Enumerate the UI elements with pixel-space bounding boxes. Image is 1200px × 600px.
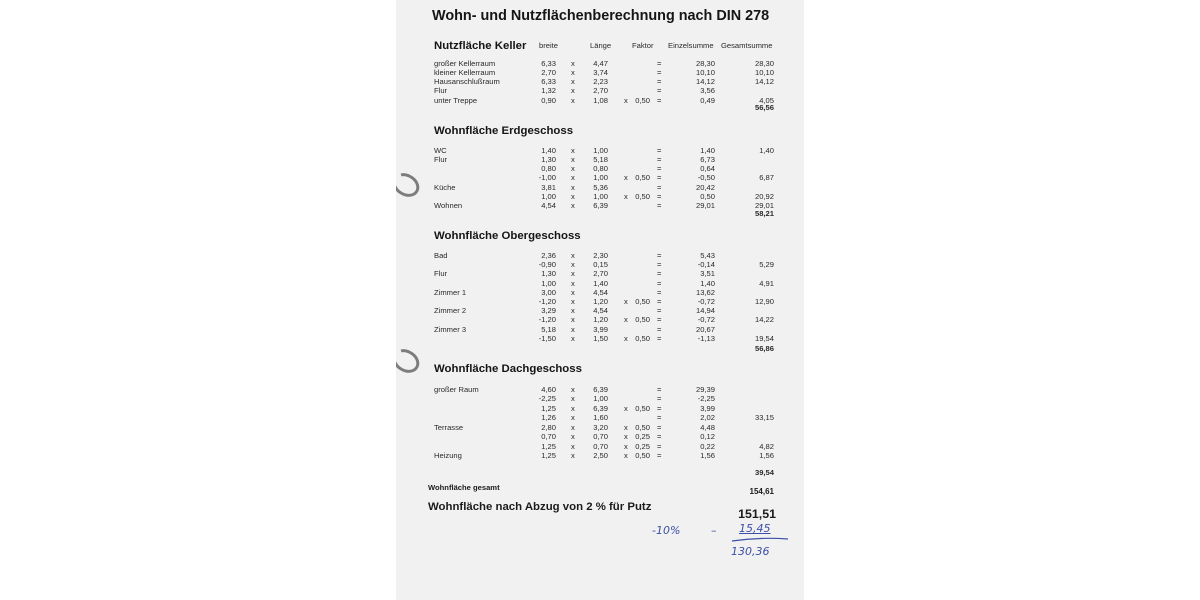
cell-einzel: 13,62 (695, 288, 715, 297)
cell-breite: 1,25 (541, 442, 556, 451)
cell-x1: x (571, 173, 575, 182)
cell-gesamt: 1,56 (759, 451, 774, 460)
cell-laenge: 6,39 (593, 404, 608, 413)
cell-eq: = (657, 413, 662, 422)
cell-laenge: 0,15 (593, 260, 608, 269)
table-row (396, 288, 804, 297)
cell-x1: x (571, 442, 575, 451)
table-row (396, 423, 804, 432)
cell-x1: x (571, 315, 575, 324)
cell-x2: x (624, 297, 628, 306)
cell-breite: 1,30 (541, 269, 556, 278)
cell-x1: x (571, 260, 575, 269)
cell-gesamt: 12,90 (754, 297, 774, 306)
cell-gesamt: 4,82 (759, 442, 774, 451)
cell-breite: 3,00 (541, 288, 556, 297)
cell-x1: x (571, 385, 575, 394)
table-row (396, 59, 804, 68)
section-total: 56,56 (754, 103, 774, 112)
cell-breite: -1,20 (538, 315, 556, 324)
cell-einzel: 2,02 (700, 413, 715, 422)
cell-laenge: 2,70 (593, 86, 608, 95)
cell-breite: 1,32 (541, 86, 556, 95)
cell-breite: 0,70 (541, 432, 556, 441)
cell-gesamt: 6,87 (759, 173, 774, 182)
cell-laenge: 3,99 (593, 325, 608, 334)
section-total: 39,54 (754, 468, 774, 477)
cell-label: Zimmer 3 (434, 325, 467, 334)
column-header-breite: breite (539, 41, 558, 50)
cell-gesamt: 4,05 (759, 96, 774, 105)
cell-x2: x (624, 432, 628, 441)
wohnflaeche-gesamt-value: 154,61 (749, 487, 774, 496)
cell-faktor: 0,50 (635, 96, 650, 105)
cell-x2: x (624, 96, 628, 105)
cell-x2: x (624, 442, 628, 451)
document-page (396, 0, 804, 600)
cell-x2: x (624, 423, 628, 432)
cell-laenge: 2,50 (593, 451, 608, 460)
section-title: Wohnfläche Erdgeschoss (434, 125, 574, 137)
cell-x1: x (571, 334, 575, 343)
cell-x1: x (571, 404, 575, 413)
table-row (396, 385, 804, 394)
cell-eq: = (657, 77, 662, 86)
table-row (396, 183, 804, 192)
section-total-row (396, 209, 804, 218)
cell-eq: = (657, 288, 662, 297)
cell-eq: = (657, 385, 662, 394)
cell-laenge: 5,18 (593, 155, 608, 164)
cell-eq: = (657, 86, 662, 95)
cell-eq: = (657, 432, 662, 441)
cell-einzel: 3,51 (700, 269, 715, 278)
table-row (396, 315, 804, 324)
cell-breite: 1,00 (541, 192, 556, 201)
cell-laenge: 1,60 (593, 413, 608, 422)
cell-eq: = (657, 96, 662, 105)
cell-faktor: 0,50 (635, 173, 650, 182)
cell-laenge: 4,54 (593, 306, 608, 315)
cell-laenge: 2,23 (593, 77, 608, 86)
cell-einzel: -1,13 (697, 334, 715, 343)
cell-x2: x (624, 404, 628, 413)
cell-eq: = (657, 451, 662, 460)
cell-laenge: 1,50 (593, 334, 608, 343)
cell-gesamt: 19,54 (754, 334, 774, 343)
cell-label: großer Kellerraum (434, 59, 496, 68)
section-title: Wohnfläche Obergeschoss (434, 230, 581, 242)
cell-x1: x (571, 146, 575, 155)
cell-eq: = (657, 201, 662, 210)
cell-breite: 0,90 (541, 96, 556, 105)
cell-einzel: 29,01 (695, 201, 715, 210)
cell-x2: x (624, 451, 628, 460)
cell-gesamt: 5,29 (759, 260, 774, 269)
cell-x1: x (571, 183, 575, 192)
cell-einzel: 20,42 (695, 183, 715, 192)
cell-faktor: 0,50 (635, 315, 650, 324)
cell-laenge: 6,39 (593, 385, 608, 394)
cell-label: unter Treppe (434, 96, 478, 105)
cell-laenge: 2,70 (593, 269, 608, 278)
cell-label: WC (434, 146, 447, 155)
cell-eq: = (657, 146, 662, 155)
cell-label: Terrasse (434, 423, 464, 432)
cell-laenge: 1,08 (593, 96, 608, 105)
cell-einzel: 0,64 (700, 164, 715, 173)
cell-laenge: 4,47 (593, 59, 608, 68)
cell-breite: -2,25 (538, 394, 556, 403)
cell-einzel: 6,73 (700, 155, 715, 164)
cell-breite: 1,26 (541, 413, 556, 422)
cell-label: Zimmer 1 (434, 288, 467, 297)
cell-x1: x (571, 68, 575, 77)
section-title: Wohnfläche Dachgeschoss (434, 363, 582, 375)
cell-x1: x (571, 164, 575, 173)
cell-gesamt: 20,92 (754, 192, 774, 201)
cell-label: Heizung (434, 451, 462, 460)
cell-eq: = (657, 68, 662, 77)
cell-eq: = (657, 155, 662, 164)
cell-breite: 3,81 (541, 183, 556, 192)
cell-eq: = (657, 315, 662, 324)
cell-einzel: 0,22 (700, 442, 715, 451)
section-total-row (396, 344, 804, 353)
cell-faktor: 0,25 (635, 442, 650, 451)
column-header-gesamtsumme: Gesamtsumme (721, 41, 773, 50)
cell-einzel: -0,50 (697, 173, 715, 182)
cell-x1: x (571, 279, 575, 288)
cell-eq: = (657, 251, 662, 260)
cell-x1: x (571, 288, 575, 297)
cell-laenge: 0,80 (593, 164, 608, 173)
cell-label: Bad (434, 251, 448, 260)
cell-faktor: 0,50 (635, 404, 650, 413)
cell-eq: = (657, 279, 662, 288)
cell-label: Zimmer 2 (434, 306, 467, 315)
wohnflaeche-nach-abzug-value: 151,51 (738, 507, 776, 521)
handwritten-underline (730, 536, 790, 544)
table-row (396, 306, 804, 315)
cell-breite: -1,50 (538, 334, 556, 343)
table-row (396, 192, 804, 201)
cell-x1: x (571, 451, 575, 460)
cell-einzel: 4,48 (700, 423, 715, 432)
section-total: 56,86 (754, 344, 774, 353)
cell-einzel: 20,67 (695, 325, 715, 334)
cell-laenge: 6,39 (593, 201, 608, 210)
handwritten-deduction-percent: -10% (652, 524, 681, 537)
cell-einzel: 10,10 (695, 68, 715, 77)
cell-laenge: 1,00 (593, 394, 608, 403)
cell-einzel: 3,56 (700, 86, 715, 95)
cell-eq: = (657, 442, 662, 451)
cell-gesamt: 1,40 (759, 146, 774, 155)
cell-breite: 1,40 (541, 146, 556, 155)
cell-x1: x (571, 77, 575, 86)
cell-x2: x (624, 315, 628, 324)
table-row (396, 86, 804, 95)
wohnflaeche-gesamt-label: Wohnfläche gesamt (428, 483, 500, 492)
cell-x1: x (571, 201, 575, 210)
cell-breite: 3,29 (541, 306, 556, 315)
cell-breite: 5,18 (541, 325, 556, 334)
cell-label: Flur (434, 155, 448, 164)
cell-gesamt: 29,01 (754, 201, 774, 210)
cell-faktor: 0,50 (635, 423, 650, 432)
table-row (396, 442, 804, 451)
handwritten-deduction-value: 15,45 (739, 522, 771, 535)
cell-laenge: 1,00 (593, 146, 608, 155)
cell-x1: x (571, 297, 575, 306)
table-row (396, 432, 804, 441)
section-title: Nutzfläche Keller (434, 40, 527, 52)
cell-breite: -1,00 (538, 173, 556, 182)
cell-label: großer Raum (434, 385, 479, 394)
cell-x1: x (571, 96, 575, 105)
cell-breite: 1,30 (541, 155, 556, 164)
cell-x1: x (571, 155, 575, 164)
cell-gesamt: 10,10 (754, 68, 774, 77)
cell-einzel: 28,30 (695, 59, 715, 68)
cell-einzel: -2,25 (697, 394, 715, 403)
cell-breite: 4,54 (541, 201, 556, 210)
cell-einzel: 14,94 (695, 306, 715, 315)
cell-eq: = (657, 394, 662, 403)
table-row (396, 77, 804, 86)
cell-einzel: 29,39 (695, 385, 715, 394)
cell-laenge: 3,74 (593, 68, 608, 77)
cell-x1: x (571, 413, 575, 422)
cell-x1: x (571, 423, 575, 432)
section-total-row (396, 103, 804, 112)
cell-x1: x (571, 306, 575, 315)
table-row (396, 325, 804, 334)
cell-breite: 1,25 (541, 451, 556, 460)
table-row (396, 451, 804, 460)
cell-einzel: 0,12 (700, 432, 715, 441)
table-row (396, 413, 804, 422)
cell-faktor: 0,25 (635, 432, 650, 441)
column-header-einzelsumme: Einzelsumme (668, 41, 714, 50)
cell-x2: x (624, 173, 628, 182)
cell-x1: x (571, 251, 575, 260)
table-row (396, 394, 804, 403)
cell-breite: 6,33 (541, 59, 556, 68)
cell-x1: x (571, 325, 575, 334)
table-row (396, 155, 804, 164)
cell-laenge: 3,20 (593, 423, 608, 432)
cell-laenge: 0,70 (593, 442, 608, 451)
table-row (396, 68, 804, 77)
cell-einzel: 1,56 (700, 451, 715, 460)
cell-einzel: 14,12 (695, 77, 715, 86)
cell-breite: 1,25 (541, 404, 556, 413)
cell-eq: = (657, 173, 662, 182)
cell-gesamt: 28,30 (754, 59, 774, 68)
table-row (396, 260, 804, 269)
table-row (396, 297, 804, 306)
table-row (396, 173, 804, 182)
table-row (396, 146, 804, 155)
section-total: 58,21 (754, 209, 774, 218)
cell-eq: = (657, 423, 662, 432)
table-row (396, 404, 804, 413)
cell-breite: -0,90 (538, 260, 556, 269)
cell-breite: 1,00 (541, 279, 556, 288)
cell-x1: x (571, 394, 575, 403)
cell-einzel: 1,40 (700, 279, 715, 288)
cell-breite: 2,36 (541, 251, 556, 260)
cell-gesamt: 33,15 (754, 413, 774, 422)
cell-laenge: 1,20 (593, 297, 608, 306)
cell-x1: x (571, 269, 575, 278)
handwritten-result: 130,36 (731, 545, 770, 558)
cell-einzel: 5,43 (700, 251, 715, 260)
cell-label: kleiner Kellerraum (434, 68, 496, 77)
cell-eq: = (657, 59, 662, 68)
cell-einzel: 0,49 (700, 96, 715, 105)
cell-label: Flur (434, 269, 448, 278)
cell-label: Flur (434, 86, 448, 95)
cell-eq: = (657, 164, 662, 173)
cell-eq: = (657, 334, 662, 343)
cell-faktor: 0,50 (635, 334, 650, 343)
cell-einzel: -0,72 (697, 315, 715, 324)
cell-breite: 6,33 (541, 77, 556, 86)
cell-einzel: -0,72 (697, 297, 715, 306)
cell-faktor: 0,50 (635, 451, 650, 460)
handwritten-dash: – (711, 524, 717, 537)
cell-einzel: 1,40 (700, 146, 715, 155)
cell-gesamt: 14,12 (754, 77, 774, 86)
cell-label: Hausanschlußraum (434, 77, 500, 86)
wohnflaeche-nach-abzug-label: Wohnfläche nach Abzug von 2 % für Putz (428, 501, 652, 513)
cell-label: Wohnen (434, 201, 463, 210)
document-title: Wohn- und Nutzflächenberechnung nach DIN 278 (432, 8, 770, 24)
table-row (396, 334, 804, 343)
cell-faktor: 0,50 (635, 192, 650, 201)
cell-eq: = (657, 306, 662, 315)
cell-laenge: 2,30 (593, 251, 608, 260)
cell-einzel: -0,14 (697, 260, 715, 269)
cell-breite: 2,80 (541, 423, 556, 432)
cell-eq: = (657, 183, 662, 192)
cell-gesamt: 14,22 (754, 315, 774, 324)
cell-x1: x (571, 59, 575, 68)
cell-x2: x (624, 192, 628, 201)
cell-laenge: 1,00 (593, 192, 608, 201)
cell-eq: = (657, 404, 662, 413)
cell-breite: 2,70 (541, 68, 556, 77)
cell-eq: = (657, 325, 662, 334)
table-row (396, 251, 804, 260)
cell-einzel: 0,50 (700, 192, 715, 201)
cell-eq: = (657, 192, 662, 201)
column-header-faktor: Faktor (632, 41, 654, 50)
cell-x1: x (571, 86, 575, 95)
cell-laenge: 5,36 (593, 183, 608, 192)
cell-laenge: 0,70 (593, 432, 608, 441)
cell-x2: x (624, 334, 628, 343)
cell-eq: = (657, 269, 662, 278)
cell-breite: 0,80 (541, 164, 556, 173)
cell-breite: -1,20 (538, 297, 556, 306)
section-total-row (396, 468, 804, 477)
cell-x1: x (571, 432, 575, 441)
cell-eq: = (657, 297, 662, 306)
cell-label: Küche (434, 183, 456, 192)
cell-breite: 4,60 (541, 385, 556, 394)
table-row (396, 164, 804, 173)
cell-x1: x (571, 192, 575, 201)
cell-laenge: 1,40 (593, 279, 608, 288)
table-row (396, 269, 804, 278)
cell-faktor: 0,50 (635, 297, 650, 306)
cell-einzel: 3,99 (700, 404, 715, 413)
cell-laenge: 1,20 (593, 315, 608, 324)
table-row (396, 279, 804, 288)
column-header-laenge: Länge (590, 41, 612, 50)
cell-gesamt: 4,91 (759, 279, 774, 288)
cell-laenge: 1,00 (593, 173, 608, 182)
cell-eq: = (657, 260, 662, 269)
cell-laenge: 4,54 (593, 288, 608, 297)
